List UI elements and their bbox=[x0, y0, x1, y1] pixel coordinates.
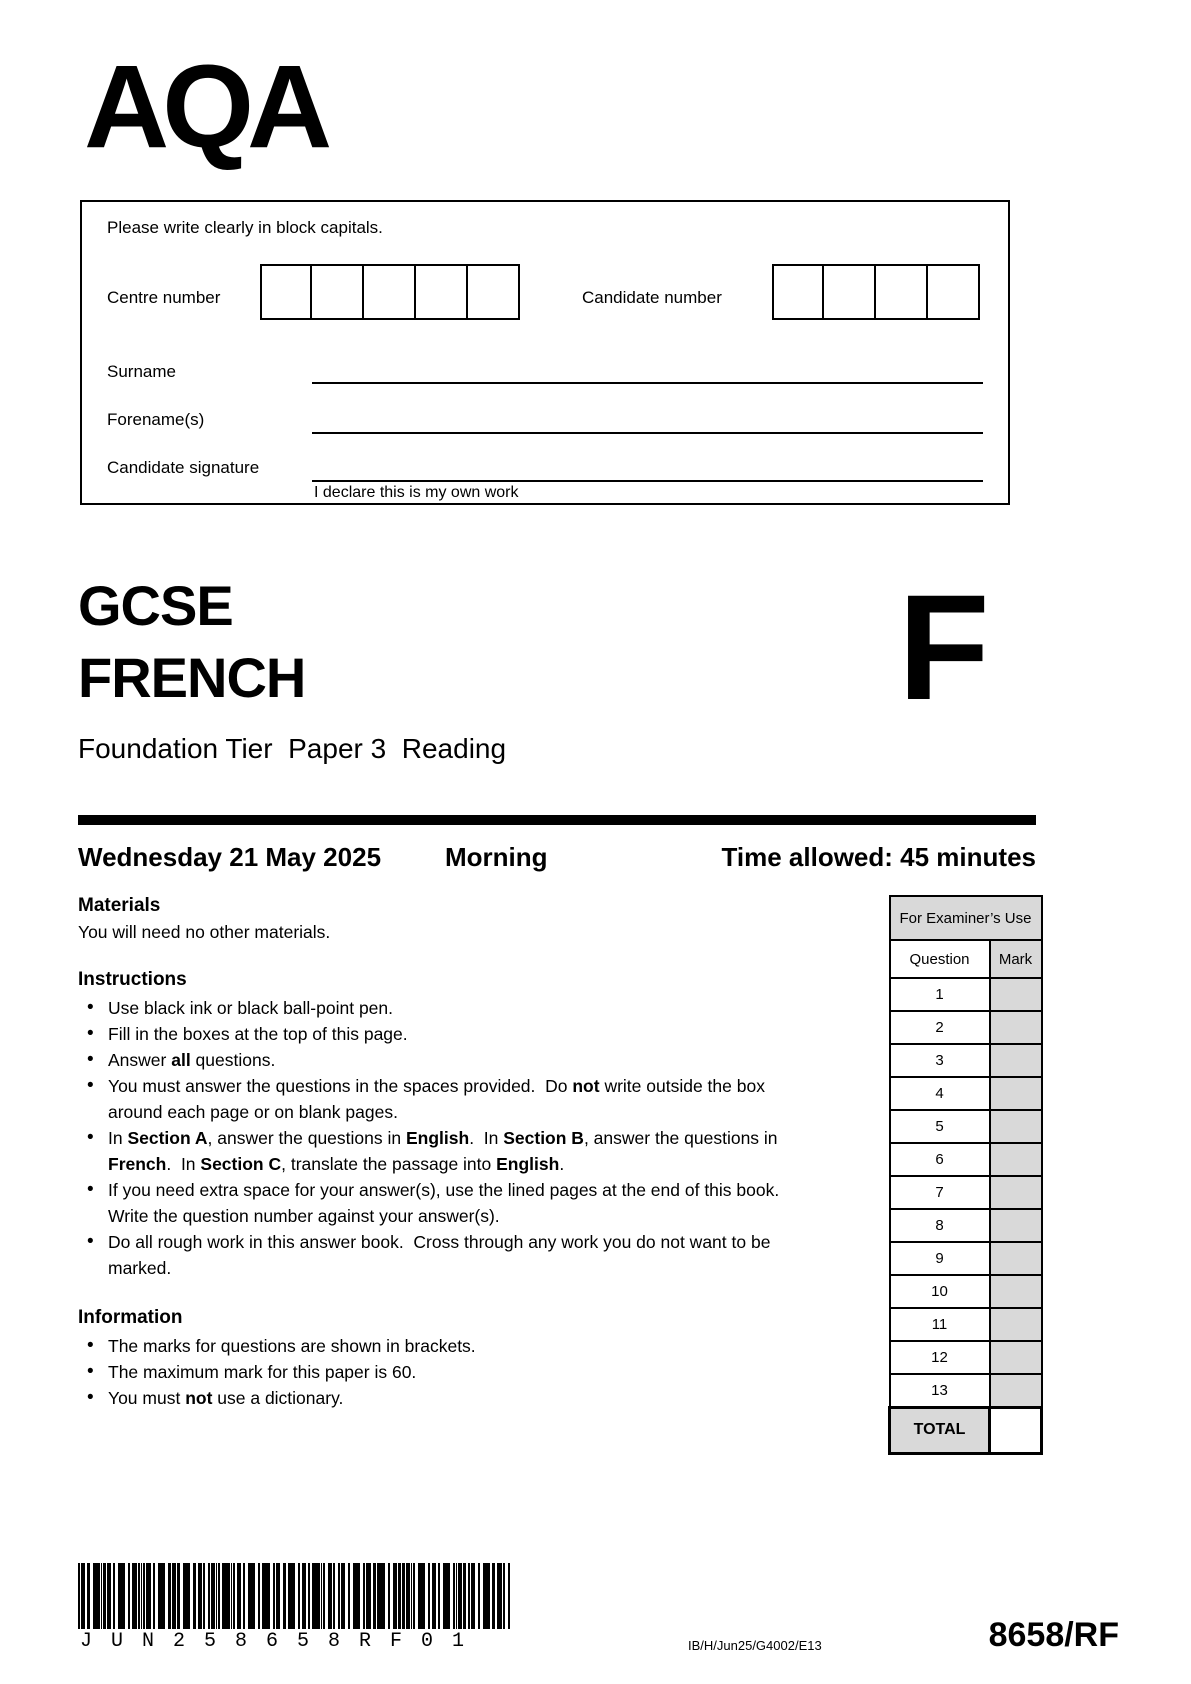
examiner-row bbox=[890, 1011, 1042, 1044]
question-number-cell: 1 bbox=[890, 978, 990, 1011]
mark-cell bbox=[990, 1143, 1042, 1176]
bullet-item: • The marks for questions are shown in brackets. bbox=[78, 1333, 794, 1359]
instructions-list bbox=[78, 995, 794, 1281]
bullet-item: • Use black ink or black ball-point pen. bbox=[78, 995, 794, 1021]
paper-code: 8658/RF bbox=[988, 1616, 1119, 1654]
document-reference-code: IB/H/Jun25/G4002/E13 bbox=[688, 1638, 822, 1653]
candidate-number-boxes bbox=[772, 264, 980, 320]
candidate-signature-label: Candidate signature bbox=[107, 458, 260, 477]
barcode-text: JUN258658RF01 bbox=[80, 1630, 484, 1653]
entry-cell[interactable] bbox=[772, 264, 824, 320]
mark-cell bbox=[990, 1341, 1042, 1374]
examiner-row bbox=[890, 1209, 1042, 1242]
paper-info: Foundation Tier Paper 3 Reading bbox=[78, 733, 507, 764]
declaration-text: I declare this is my own work bbox=[314, 484, 519, 501]
entry-cell[interactable] bbox=[260, 264, 312, 320]
centre-number-label: Centre number bbox=[107, 288, 221, 307]
question-number-cell: 9 bbox=[890, 1242, 990, 1275]
question-number-cell: 11 bbox=[890, 1308, 990, 1341]
entry-cell[interactable] bbox=[416, 264, 468, 320]
mark-cell bbox=[990, 1242, 1042, 1275]
bullet-item: • In Section A, answer the questions in English. In Section B, answer the questions in French. In Section C, translate the passage into English. bbox=[78, 1125, 794, 1177]
examiner-row bbox=[890, 1110, 1042, 1143]
divider-rule bbox=[78, 815, 1036, 825]
surname-input-line[interactable] bbox=[312, 382, 983, 384]
examiner-row bbox=[890, 1176, 1042, 1209]
bullet-item: • Answer all questions. bbox=[78, 1047, 794, 1073]
question-number-cell: 13 bbox=[890, 1374, 990, 1407]
question-number-cell: 7 bbox=[890, 1176, 990, 1209]
information-list bbox=[78, 1333, 794, 1411]
question-number-cell: 5 bbox=[890, 1110, 990, 1143]
front-page-rubric bbox=[78, 893, 794, 1411]
question-column-header: Question bbox=[890, 940, 990, 978]
question-number-cell: 10 bbox=[890, 1275, 990, 1308]
exam-session: Morning bbox=[445, 842, 548, 872]
materials-heading: Materials bbox=[78, 895, 161, 916]
barcode bbox=[78, 1563, 510, 1629]
bullet-item: • You must answer the questions in the spaces provided. Do not write outside the box around each page or on blank pages. bbox=[78, 1073, 794, 1125]
bullet-item: • You must not use a dictionary. bbox=[78, 1385, 794, 1411]
entry-cell[interactable] bbox=[468, 264, 520, 320]
examiner-use-table bbox=[888, 895, 1043, 1455]
information-heading: Information bbox=[78, 1307, 183, 1328]
time-allowed: Time allowed: 45 minutes bbox=[721, 842, 1036, 872]
mark-cell bbox=[990, 1308, 1042, 1341]
candidate-details-box bbox=[80, 200, 1010, 505]
surname-label: Surname bbox=[107, 362, 176, 381]
question-number-cell: 6 bbox=[890, 1143, 990, 1176]
subject-title: FRENCH bbox=[78, 646, 306, 709]
examiner-row bbox=[890, 1275, 1042, 1308]
centre-number-boxes bbox=[260, 264, 520, 320]
entry-cell[interactable] bbox=[928, 264, 980, 320]
mark-cell bbox=[990, 1176, 1042, 1209]
mark-cell bbox=[990, 1275, 1042, 1308]
question-number-cell: 3 bbox=[890, 1044, 990, 1077]
entry-cell[interactable] bbox=[312, 264, 364, 320]
bullet-item: • Fill in the boxes at the top of this page. bbox=[78, 1021, 794, 1047]
materials-body: You will need no other materials. bbox=[78, 922, 331, 942]
mark-cell bbox=[990, 1209, 1042, 1242]
aqa-logo: AQA bbox=[84, 41, 326, 173]
mark-cell bbox=[990, 1110, 1042, 1143]
question-number-cell: 4 bbox=[890, 1077, 990, 1110]
forename-input-line[interactable] bbox=[312, 432, 983, 434]
bullet-item: • If you need extra space for your answer(s), use the lined pages at the end of this book. Write the question number against your answer(s). bbox=[78, 1177, 794, 1229]
mark-cell bbox=[990, 1044, 1042, 1077]
examiner-row bbox=[890, 1077, 1042, 1110]
mark-cell bbox=[990, 978, 1042, 1011]
signature-input-line[interactable] bbox=[312, 480, 983, 482]
question-number-cell: 2 bbox=[890, 1011, 990, 1044]
candidate-number-label: Candidate number bbox=[582, 288, 722, 307]
examiner-row bbox=[890, 1242, 1042, 1275]
total-row bbox=[890, 1407, 1042, 1453]
examiner-table-title: For Examiner’s Use bbox=[890, 896, 1042, 940]
exam-date: Wednesday 21 May 2025 bbox=[78, 842, 382, 872]
session-line bbox=[78, 842, 1036, 876]
mark-cell bbox=[990, 1077, 1042, 1110]
examiner-row bbox=[890, 1308, 1042, 1341]
forename-label: Forename(s) bbox=[107, 410, 205, 429]
entry-cell[interactable] bbox=[876, 264, 928, 320]
total-mark-cell bbox=[990, 1407, 1042, 1453]
foundation-tier-letter: F bbox=[898, 563, 990, 731]
qualification-title: GCSE bbox=[78, 574, 233, 637]
mark-cell bbox=[990, 1011, 1042, 1044]
mark-column-header: Mark bbox=[990, 940, 1042, 978]
question-number-cell: 12 bbox=[890, 1341, 990, 1374]
instructions-heading: Instructions bbox=[78, 969, 187, 990]
entry-cell[interactable] bbox=[824, 264, 876, 320]
total-label-cell: TOTAL bbox=[890, 1407, 990, 1453]
entry-cell[interactable] bbox=[364, 264, 416, 320]
examiner-row bbox=[890, 1341, 1042, 1374]
examiner-row bbox=[890, 1044, 1042, 1077]
bullet-item: • Do all rough work in this answer book. Cross through any work you do not want to be marked. bbox=[78, 1229, 794, 1281]
examiner-row bbox=[890, 1374, 1042, 1407]
examiner-row bbox=[890, 1143, 1042, 1176]
examiner-row bbox=[890, 978, 1042, 1011]
mark-cell bbox=[990, 1374, 1042, 1407]
block-capitals-note: Please write clearly in block capitals. bbox=[107, 218, 383, 237]
bullet-item: • The maximum mark for this paper is 60. bbox=[78, 1359, 794, 1385]
question-number-cell: 8 bbox=[890, 1209, 990, 1242]
